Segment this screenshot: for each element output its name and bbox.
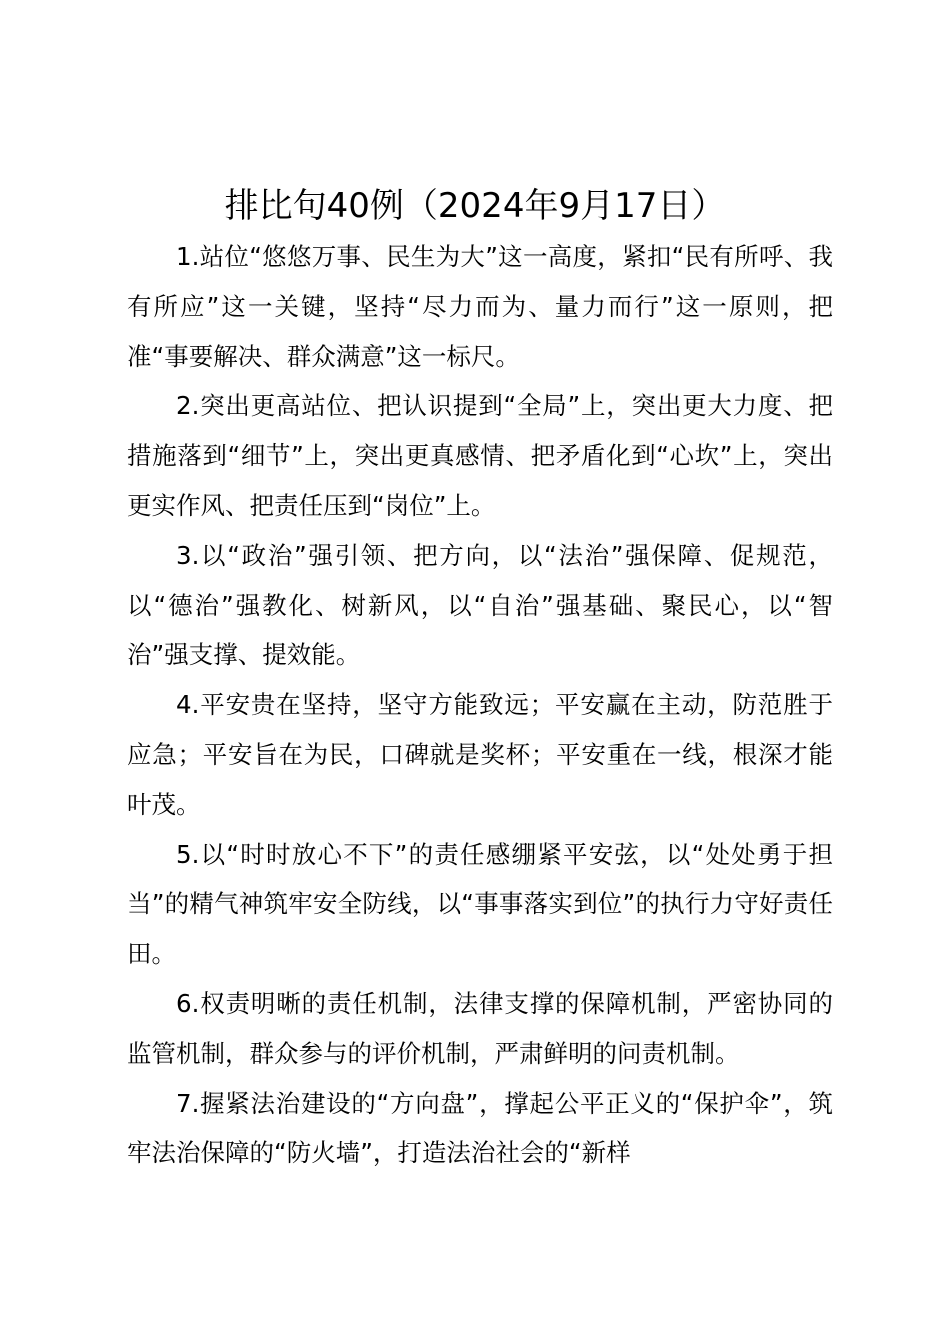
paragraph-3: 3.以“政治”强引领、把方向，以“法治”强保障、促规范，以“德治”强教化、树新风，以“自治”强基础、聚民心，以“智治”强支撑、提效能。 (127, 540, 833, 670)
paragraph-7: 7.握紧法治建设的“方向盘”，撑起公平正义的“保护伞”，筑牢法治保障的“防火墙”，打造法治社会的“新样 (127, 1088, 833, 1168)
document-title: 排比句40例（2024年9月17日） (224, 186, 726, 226)
paragraph-5: 5.以“时时放心不下”的责任感绷紧平安弦，以“处处勇于担当”的精气神筑牢安全防线，以“事事落实到位”的执行力守好责任田。 (127, 839, 833, 969)
paragraph-1: 1.站位“悠悠万事、民生为大”这一高度，紧扣“民有所呼、我有所应”这一关键，坚持“尽力而为、量力而行”这一原则，把准“事要解决、群众满意”这一标尺。 (127, 242, 833, 371)
paragraph-4: 4.平安贵在坚持，坚守方能致远；平安赢在主动，防范胜于应急；平安旨在为民，口碑就是奖杯；平安重在一线，根深才能叶茂。 (127, 690, 833, 819)
paragraph-2: 2.突出更高站位、把认识提到“全局”上，突出更大力度、把措施落到“细节”上，突出更真感情、把矛盾化到“心坎”上，突出更实作风、把责任压到“岗位”上。 (127, 391, 833, 520)
document-body (127, 232, 833, 1178)
paragraph-6: 6.权责明晰的责任机制，法律支撑的保障机制，严密协同的监管机制，群众参与的评价机制，严肃鲜明的问责机制。 (127, 988, 833, 1068)
